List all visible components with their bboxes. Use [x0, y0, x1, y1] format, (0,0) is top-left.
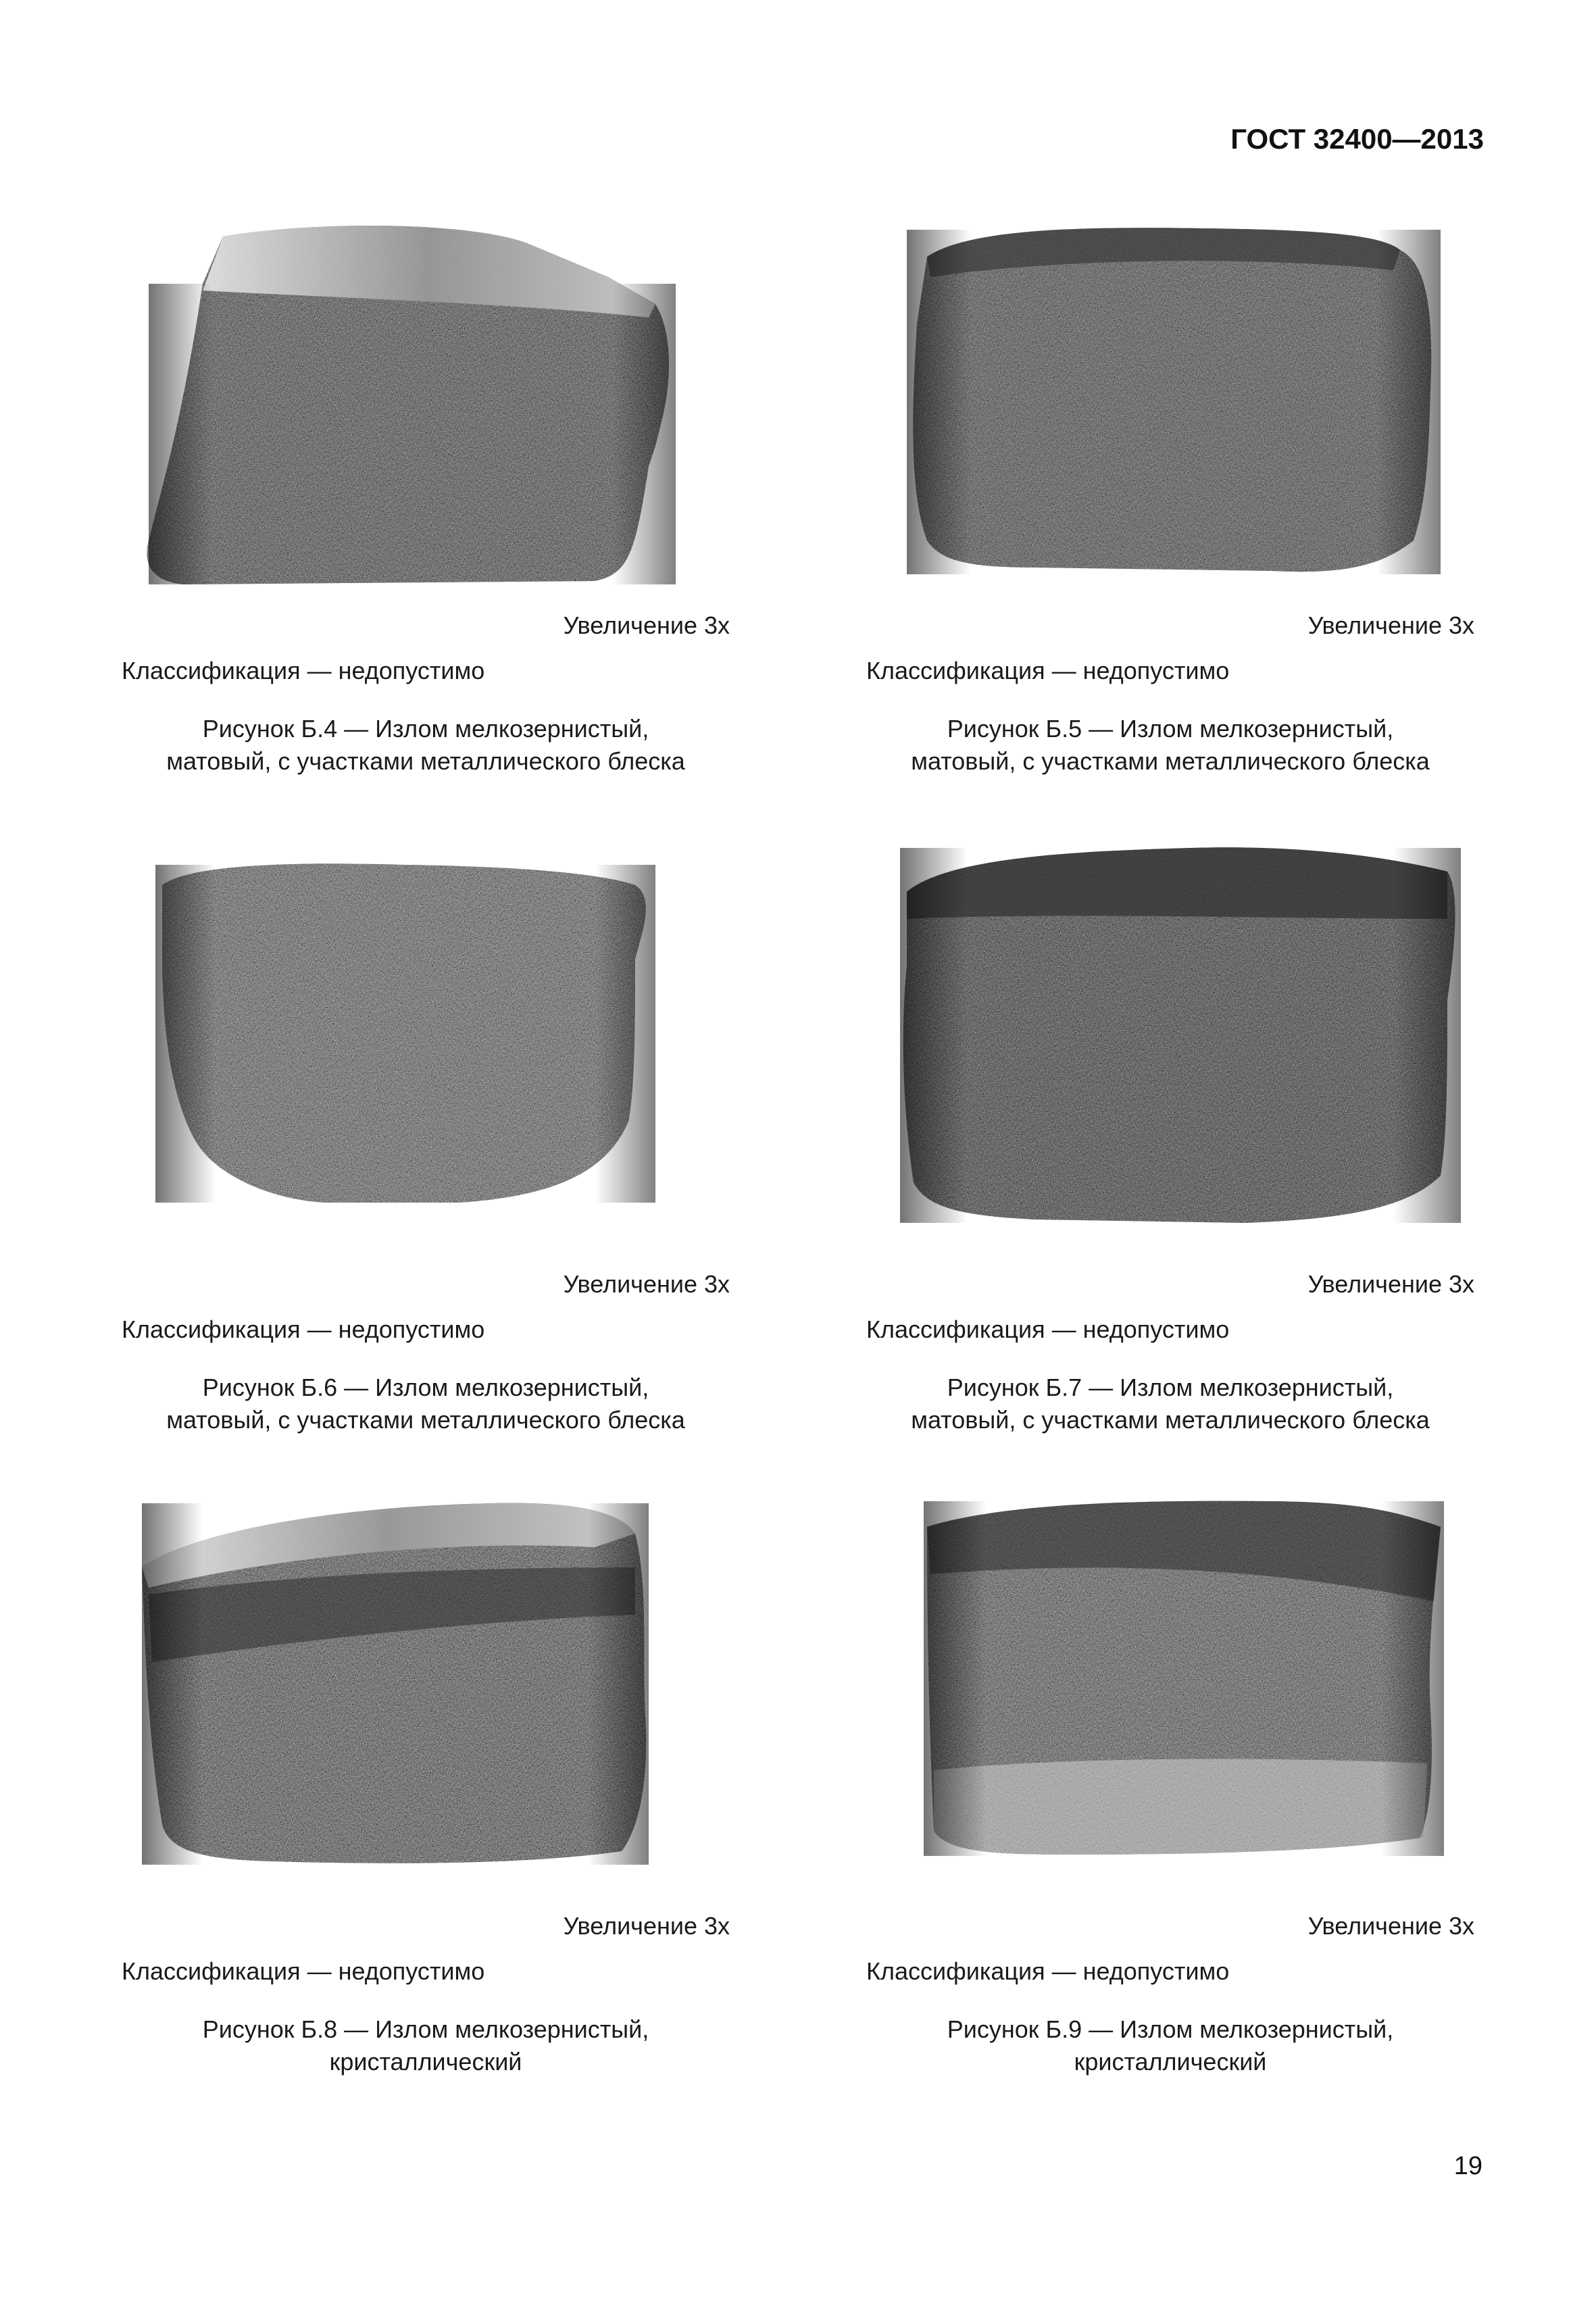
figure-caption	[122, 713, 730, 778]
magnification-label: Увеличение 3х	[1307, 611, 1474, 639]
document-code: ГОСТ 32400—2013	[1230, 123, 1484, 155]
figure-caption	[122, 1372, 730, 1436]
figure-caption	[866, 1372, 1474, 1436]
magnification-label: Увеличение 3х	[563, 611, 730, 639]
classification-label: Классификация — недопустимо	[866, 1315, 1230, 1343]
magnification-label: Увеличение 3х	[563, 1912, 730, 1940]
caption-line-2: кристаллический	[329, 2048, 522, 2076]
classification-label: Классификация — недопустимо	[122, 657, 485, 684]
magnification-label: Увеличение 3х	[1307, 1912, 1474, 1940]
page-number: 19	[1453, 2152, 1482, 2180]
figure-caption	[866, 713, 1474, 778]
figure-b8	[122, 1486, 730, 2081]
caption-line-1: Рисунок Б.5 — Излом мелкозернистый,	[947, 715, 1394, 743]
caption-line-1: Рисунок Б.7 — Излом мелкозернистый,	[947, 1374, 1394, 1401]
specimen-photo	[866, 1486, 1474, 1878]
caption-line-1: Рисунок Б.4 — Излом мелкозернистый,	[202, 715, 649, 743]
caption-line-2: матовый, с участками металлического блеска	[911, 747, 1430, 775]
classification-label: Классификация — недопустимо	[866, 657, 1230, 684]
caption-line-2: матовый, с участками металлического блеска	[911, 1406, 1430, 1434]
specimen-photo	[122, 851, 730, 1236]
specimen-photo	[122, 216, 730, 595]
specimen-photo	[866, 831, 1474, 1250]
classification-label: Классификация — недопустимо	[122, 1315, 485, 1343]
figure-caption	[122, 2013, 730, 2078]
figure-b5	[866, 216, 1474, 797]
specimen-photo	[866, 216, 1474, 595]
caption-line-2: кристаллический	[1074, 2048, 1267, 2076]
magnification-label: Увеличение 3х	[563, 1270, 730, 1298]
specimen-photo	[122, 1486, 730, 1878]
caption-line-2: матовый, с участками металлического блеска	[166, 747, 685, 775]
classification-label: Классификация — недопустимо	[122, 1957, 485, 1985]
figure-caption	[866, 2013, 1474, 2078]
caption-line-1: Рисунок Б.9 — Излом мелкозернистый,	[947, 2015, 1394, 2043]
caption-line-2: матовый, с участками металлического блеска	[166, 1406, 685, 1434]
figure-b7	[866, 831, 1474, 1446]
figure-b6	[122, 851, 730, 1446]
magnification-label: Увеличение 3х	[1307, 1270, 1474, 1298]
caption-line-1: Рисунок Б.8 — Излом мелкозернистый,	[202, 2015, 649, 2043]
classification-label: Классификация — недопустимо	[866, 1957, 1230, 1985]
figure-b9	[866, 1486, 1474, 2081]
figure-b4	[122, 216, 730, 797]
caption-line-1: Рисунок Б.6 — Излом мелкозернистый,	[202, 1374, 649, 1401]
